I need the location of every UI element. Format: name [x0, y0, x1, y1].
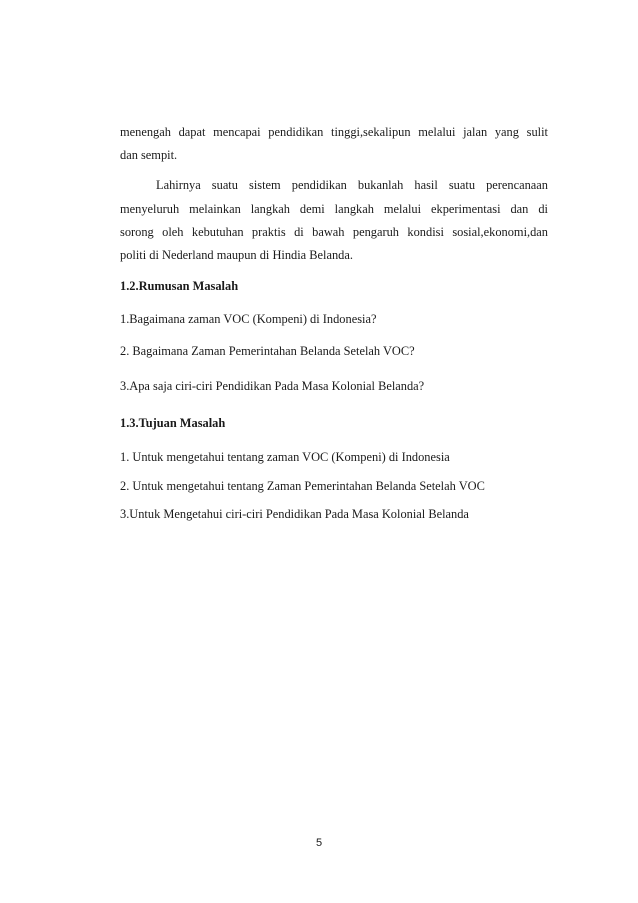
- tujuan-item-2: 2. Untuk mengetahui tentang Zaman Pemerintahan Belanda Setelah VOC: [120, 479, 485, 493]
- paragraph-2-line-2: menyeluruh melainkan langkah demi langkah melalui ekperimentasi dan di: [120, 202, 548, 216]
- paragraph-2-line-4: politi di Nederland maupun di Hindia Belanda.: [120, 248, 353, 262]
- paragraph-2-line-3: sorong oleh kebutuhan praktis di bawah pengaruh kondisi sosial,ekonomi,dan: [120, 225, 548, 239]
- paragraph-1-line-2: dan sempit.: [120, 148, 178, 162]
- page-number: 5: [315, 837, 323, 849]
- rumusan-heading: 1.2.Rumusan Masalah: [120, 279, 239, 293]
- paragraph-1-line-1: menengah dapat mencapai pendidikan tinggi,sekalipun melalui jalan yang sulit: [120, 125, 548, 139]
- paragraph-2-line-1: Lahirnya suatu sistem pendidikan bukanlah hasil suatu perencanaan: [156, 178, 548, 192]
- tujuan-heading: 1.3.Tujuan Masalah: [120, 416, 226, 430]
- tujuan-item-3: 3.Untuk Mengetahui ciri-ciri Pendidikan Pada Masa Kolonial Belanda: [120, 507, 469, 521]
- rumusan-item-2: 2. Bagaimana Zaman Pemerintahan Belanda Setelah VOC?: [120, 344, 415, 358]
- tujuan-item-1: 1. Untuk mengetahui tentang zaman VOC (Kompeni) di Indonesia: [120, 450, 450, 464]
- rumusan-item-3: 3.Apa saja ciri-ciri Pendidikan Pada Masa Kolonial Belanda?: [120, 379, 425, 393]
- rumusan-item-1: 1.Bagaimana zaman VOC (Kompeni) di Indonesia?: [120, 312, 377, 326]
